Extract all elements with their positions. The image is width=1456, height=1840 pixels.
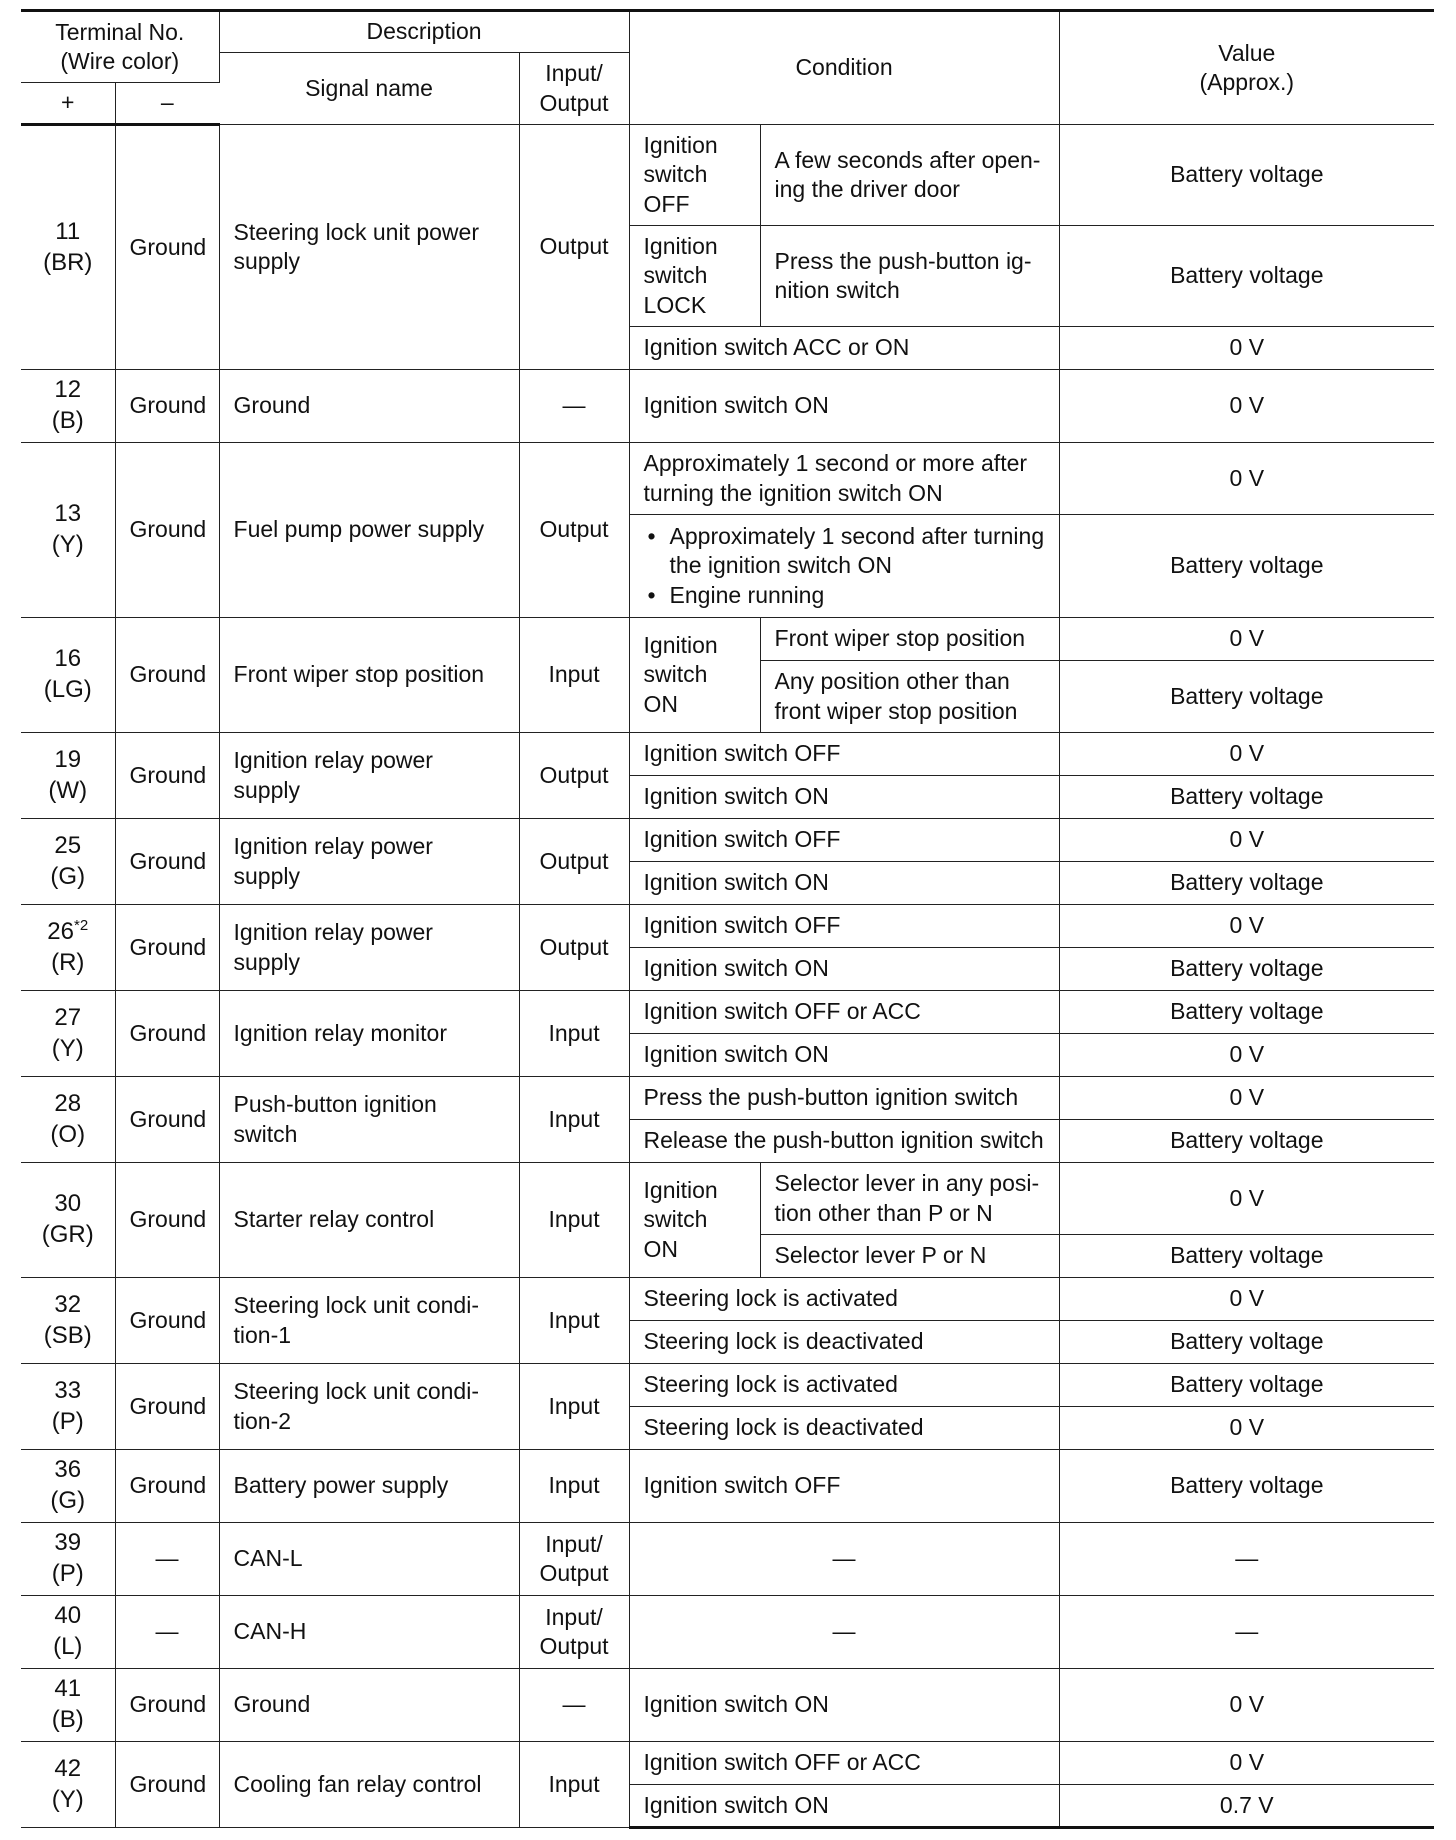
table-row	[21, 1364, 1434, 1407]
terminal-cell	[21, 733, 115, 819]
value-cell: 0 V	[1059, 1163, 1434, 1235]
condition-text: Steering lock is deactivated	[629, 1321, 1059, 1364]
io-cell: —	[519, 1669, 629, 1742]
minus-cell: Ground	[115, 125, 219, 370]
table-row	[21, 733, 1434, 776]
signal-name: Steering lock unit power supply	[219, 125, 519, 370]
condition-text: Steering lock is activated	[629, 1278, 1059, 1321]
terminal-cell	[21, 1523, 115, 1596]
condition-text: Press the push-button ig-nition switch	[760, 226, 1059, 327]
table-row	[21, 991, 1434, 1034]
condition-text: Ignition switch OFF or ACC	[629, 1742, 1059, 1785]
condition-text: Press the push-button ignition switch	[629, 1077, 1059, 1120]
plus-header: +	[21, 83, 115, 125]
terminal-cell	[21, 819, 115, 905]
wire-color: (GR)	[41, 1221, 94, 1248]
minus-cell: Ground	[115, 1669, 219, 1742]
io-cell: Output	[519, 905, 629, 991]
condition-text: Front wiper stop position	[760, 618, 1059, 661]
value-cell: 0 V	[1059, 443, 1434, 515]
terminal-no-header	[21, 11, 219, 83]
value-cell: Battery voltage	[1059, 125, 1434, 226]
signal-name-header: Signal name	[219, 53, 519, 125]
value-cell: Battery voltage	[1059, 862, 1434, 905]
minus-cell: Ground	[115, 1742, 219, 1828]
table-row	[21, 443, 1434, 515]
minus-cell: Ground	[115, 905, 219, 991]
terminal-number: 11	[55, 217, 81, 245]
signal-name: Ignition relay monitor	[219, 991, 519, 1077]
io-cell: Input	[519, 1278, 629, 1364]
value-cell: Battery voltage	[1059, 1120, 1434, 1163]
wire-color: (Y)	[51, 1034, 84, 1062]
table-row	[21, 1523, 1434, 1596]
terminal-number: 13	[54, 500, 82, 528]
value-cell: 0 V	[1059, 1407, 1434, 1450]
condition-text: Ignition switch ON	[629, 1785, 1059, 1828]
condition-text: Ignition switch OFF	[629, 733, 1059, 776]
io-label-2: Output	[539, 89, 609, 116]
minus-cell: Ground	[115, 991, 219, 1077]
signal-name: Front wiper stop position	[219, 618, 519, 733]
table-row	[21, 1742, 1434, 1785]
condition-text	[629, 515, 1059, 618]
table-row	[21, 125, 1434, 226]
table-row	[21, 1278, 1434, 1321]
table-row	[21, 1450, 1434, 1523]
io-cell: Input	[519, 618, 629, 733]
table-header	[21, 11, 1434, 125]
condition-text: Ignition switch ON	[629, 370, 1059, 443]
terminal-number: 30	[54, 1190, 82, 1218]
condition-text: Ignition switch ACC or ON	[629, 327, 1059, 370]
value-cell: Battery voltage	[1059, 991, 1434, 1034]
condition-text: Ignition switch OFF	[629, 819, 1059, 862]
minus-cell: Ground	[115, 1163, 219, 1278]
value-cell: —	[1059, 1523, 1434, 1596]
table-row	[21, 1163, 1434, 1235]
terminal-cell	[21, 1077, 115, 1163]
table-row	[21, 370, 1434, 443]
terminal-number: 40	[54, 1602, 82, 1630]
condition-text: Release the push-button ignition switch	[629, 1120, 1059, 1163]
condition-text: —	[629, 1596, 1059, 1669]
value-cell: 0 V	[1059, 370, 1434, 443]
condition-bullet: • Approximately 1 second after turning the ignition switch ON	[670, 522, 1045, 581]
wire-color: (L)	[53, 1633, 83, 1660]
signal-name: CAN-H	[219, 1596, 519, 1669]
terminal-cell	[21, 125, 115, 370]
terminal-no-label: Terminal No.	[55, 18, 185, 45]
terminal-number: 27	[54, 1003, 82, 1031]
io-cell: Input	[519, 1450, 629, 1523]
minus-cell: Ground	[115, 443, 219, 618]
io-cell: Input	[519, 1364, 629, 1450]
condition-text: Steering lock is activated	[629, 1364, 1059, 1407]
value-cell: Battery voltage	[1059, 226, 1434, 327]
minus-cell: Ground	[115, 1364, 219, 1450]
io-cell: Input	[519, 991, 629, 1077]
value-cell: 0 V	[1059, 733, 1434, 776]
condition-label: Ignition switch LOCK	[629, 226, 760, 327]
table-row	[21, 1669, 1434, 1742]
value-cell: 0 V	[1059, 819, 1434, 862]
terminal-number: 36	[54, 1456, 82, 1484]
terminal-cell	[21, 443, 115, 618]
terminal-number: 25	[54, 831, 82, 859]
wire-color: (G)	[50, 862, 86, 890]
terminal-cell	[21, 1364, 115, 1450]
terminal-cell	[21, 370, 115, 443]
value-cell: 0 V	[1059, 327, 1434, 370]
signal-name: Cooling fan relay control	[219, 1742, 519, 1828]
value-cell: Battery voltage	[1059, 948, 1434, 991]
value-cell: Battery voltage	[1059, 1235, 1434, 1278]
wire-color-label: (Wire color)	[60, 48, 180, 74]
condition-text: Ignition switch ON	[629, 776, 1059, 819]
terminal-number: 39	[54, 1529, 82, 1557]
terminal-number: 16	[54, 645, 82, 673]
description-header: Description	[219, 11, 629, 53]
minus-cell: Ground	[115, 733, 219, 819]
terminal-cell	[21, 1669, 115, 1742]
condition-text: Any position other than front wiper stop position	[760, 661, 1059, 733]
value-cell: 0 V	[1059, 1669, 1434, 1742]
minus-cell: Ground	[115, 618, 219, 733]
signal-name: Ground	[219, 1669, 519, 1742]
terminal-cell	[21, 618, 115, 733]
value-cell: Battery voltage	[1059, 1321, 1434, 1364]
io-line-1: Input/	[545, 1530, 603, 1557]
terminal-number: 28	[54, 1089, 82, 1117]
io-line-1: Input/	[545, 1603, 603, 1630]
condition-text: Ignition switch ON	[629, 1669, 1059, 1742]
terminal-number: 32	[54, 1290, 82, 1318]
wire-color: (BR)	[43, 248, 93, 276]
condition-label: Ignition switch ON	[629, 1163, 760, 1278]
table-row	[21, 905, 1434, 948]
footnote-mark: *2	[74, 916, 89, 934]
minus-cell: —	[115, 1596, 219, 1669]
terminal-number: 26	[47, 917, 74, 945]
io-line-2: Output	[539, 1633, 609, 1659]
minus-cell: Ground	[115, 1278, 219, 1364]
table-row	[21, 618, 1434, 661]
io-header	[519, 53, 629, 125]
terminal-cell	[21, 1450, 115, 1523]
io-cell: Output	[519, 733, 629, 819]
wire-color: (G)	[50, 1487, 86, 1514]
terminal-cell	[21, 1596, 115, 1669]
condition-text: Selector lever P or N	[760, 1235, 1059, 1278]
io-cell: Input	[519, 1077, 629, 1163]
terminal-number: 41	[54, 1675, 82, 1703]
approx-label: (Approx.)	[1199, 69, 1295, 95]
table-row	[21, 1077, 1434, 1120]
signal-name: CAN-L	[219, 1523, 519, 1596]
io-label-1: Input/	[545, 60, 603, 87]
value-cell: Battery voltage	[1059, 1364, 1434, 1407]
table-row	[21, 819, 1434, 862]
signal-name: Steering lock unit condi-tion-1	[219, 1278, 519, 1364]
value-cell: Battery voltage	[1059, 1450, 1434, 1523]
signal-name: Ignition relay power supply	[219, 905, 519, 991]
minus-cell: Ground	[115, 1077, 219, 1163]
signal-name: Ignition relay power supply	[219, 819, 519, 905]
minus-cell: —	[115, 1523, 219, 1596]
condition-text: A few seconds after open-ing the driver door	[760, 125, 1059, 226]
io-line-2: Output	[539, 1560, 609, 1586]
wire-color: (Y)	[51, 531, 84, 558]
terminal-cell	[21, 1742, 115, 1828]
terminal-number: 19	[54, 745, 82, 773]
wire-color: (P)	[51, 1560, 84, 1587]
value-cell: 0 V	[1059, 1742, 1434, 1785]
signal-name: Starter relay control	[219, 1163, 519, 1278]
terminal-number: 12	[54, 376, 82, 404]
condition-text: Ignition switch OFF	[629, 905, 1059, 948]
signal-name: Ignition relay power supply	[219, 733, 519, 819]
condition-text: Ignition switch OFF or ACC	[629, 991, 1059, 1034]
value-cell: 0 V	[1059, 905, 1434, 948]
condition-text: Ignition switch ON	[629, 1034, 1059, 1077]
signal-name: Ground	[219, 370, 519, 443]
terminal-spec-page	[21, 9, 1434, 1829]
minus-header: –	[115, 83, 219, 125]
io-cell: Output	[519, 443, 629, 618]
io-cell	[519, 1596, 629, 1669]
wire-color: (W)	[48, 776, 88, 804]
condition-text: —	[629, 1523, 1059, 1596]
value-cell: 0 V	[1059, 1034, 1434, 1077]
minus-cell: Ground	[115, 819, 219, 905]
io-cell: Output	[519, 819, 629, 905]
value-cell: Battery voltage	[1059, 776, 1434, 819]
condition-header: Condition	[629, 11, 1059, 125]
condition-label: Ignition switch OFF	[629, 125, 760, 226]
value-cell: —	[1059, 1596, 1434, 1669]
terminal-table	[21, 9, 1434, 1829]
condition-text: Selector lever in any posi-tion other than P or N	[760, 1163, 1059, 1235]
minus-cell: Ground	[115, 370, 219, 443]
condition-bullets	[644, 522, 1045, 610]
value-cell: 0 V	[1059, 1077, 1434, 1120]
condition-text: Ignition switch ON	[629, 948, 1059, 991]
signal-name: Battery power supply	[219, 1450, 519, 1523]
wire-color: (Y)	[51, 1785, 84, 1813]
terminal-number: 42	[54, 1754, 82, 1782]
condition-bullet: • Engine running	[670, 581, 1045, 610]
wire-color: (B)	[51, 1706, 84, 1733]
value-header	[1059, 11, 1434, 125]
io-cell: Output	[519, 125, 629, 370]
value-cell: 0 V	[1059, 618, 1434, 661]
io-cell: Input	[519, 1163, 629, 1278]
io-cell: Input	[519, 1742, 629, 1828]
terminal-cell	[21, 905, 115, 991]
condition-text: Approximately 1 second or more after turning the ignition switch ON	[629, 443, 1059, 515]
minus-cell: Ground	[115, 1450, 219, 1523]
value-cell: 0.7 V	[1059, 1785, 1434, 1828]
terminal-number: 33	[54, 1376, 82, 1404]
signal-name: Steering lock unit condi-tion-2	[219, 1364, 519, 1450]
wire-color: (P)	[51, 1407, 84, 1435]
wire-color: (B)	[51, 407, 84, 434]
value-cell: 0 V	[1059, 1278, 1434, 1321]
terminal-cell	[21, 991, 115, 1077]
condition-text: Steering lock is deactivated	[629, 1407, 1059, 1450]
value-label: Value	[1218, 39, 1276, 66]
condition-label: Ignition switch ON	[629, 618, 760, 733]
condition-text: Ignition switch ON	[629, 862, 1059, 905]
wire-color: (O)	[50, 1120, 86, 1148]
condition-text: Ignition switch OFF	[629, 1450, 1059, 1523]
value-cell: Battery voltage	[1059, 661, 1434, 733]
terminal-cell	[21, 1163, 115, 1278]
io-cell	[519, 1523, 629, 1596]
wire-color: (R)	[51, 948, 85, 976]
wire-color: (LG)	[43, 676, 92, 703]
signal-name: Fuel pump power supply	[219, 443, 519, 618]
signal-name: Push-button ignition switch	[219, 1077, 519, 1163]
table-row	[21, 1596, 1434, 1669]
terminal-cell	[21, 1278, 115, 1364]
io-cell: —	[519, 370, 629, 443]
wire-color: (SB)	[43, 1321, 92, 1349]
value-cell: Battery voltage	[1059, 515, 1434, 618]
